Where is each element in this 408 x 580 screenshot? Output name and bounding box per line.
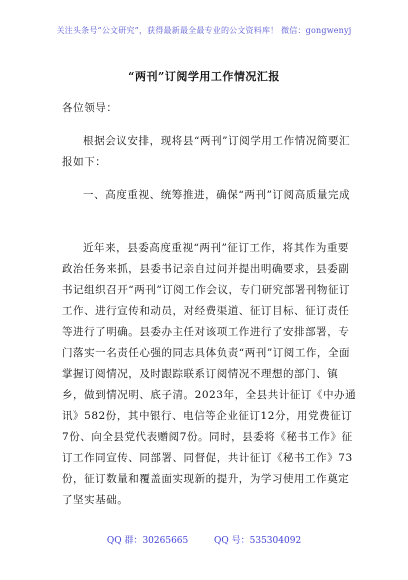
qq-number-label: QQ 号：535304092 — [214, 536, 302, 546]
section-body-paragraph: 近年来，县委高度重视“两刊”征订工作，将其作为重要政治任务来抓，县委书记亲自过问并提出明确要求，县委副书记组织召开“两刊”订阅工作会议，专门研究部署刊物征订工作、进行宣传和动员，对经费渠道、征订目标、征订责任等进行了明确。县委办主任对该项工作进行了安排部署，专门落实一名责任心强的同志具体负责“两刊”订阅工作，全面掌握订阅情况，及时跟踪联系订阅情况不理想的部门、镇乡，做到情况明、底子清。2023年，全县共计征订《中办通讯》582份，其中银行、电信等企业征订12分，用党费征订7份、向全县党代表赠阅7份。同时，县委将《秘书工作》征订工作同宣传、同部署、同督促，共计征订《秘书工作》73份，征订数量和覆盖面实现新的提升，为学习使用工作奠定了坚实基础。 — [62, 242, 357, 506]
qq-group-label: QQ 群：30265665 — [106, 536, 189, 546]
salutation: 各位领导： — [62, 102, 118, 114]
intro-paragraph: 根据会议安排，现将县“两刊”订阅学用工作情况简要汇报如下： — [62, 135, 351, 168]
footer-contact — [0, 533, 408, 546]
document-title: “两刊”订阅学用工作情况汇报 — [128, 70, 280, 83]
section-heading: 一、高度重视、统筹推进，确保“两刊”订阅高质量完成 — [83, 189, 351, 201]
header-banner: 关注头条号“公文研究”，获得最新最全最专业的公文资料库！ 微信：gongwenyj — [56, 26, 352, 35]
